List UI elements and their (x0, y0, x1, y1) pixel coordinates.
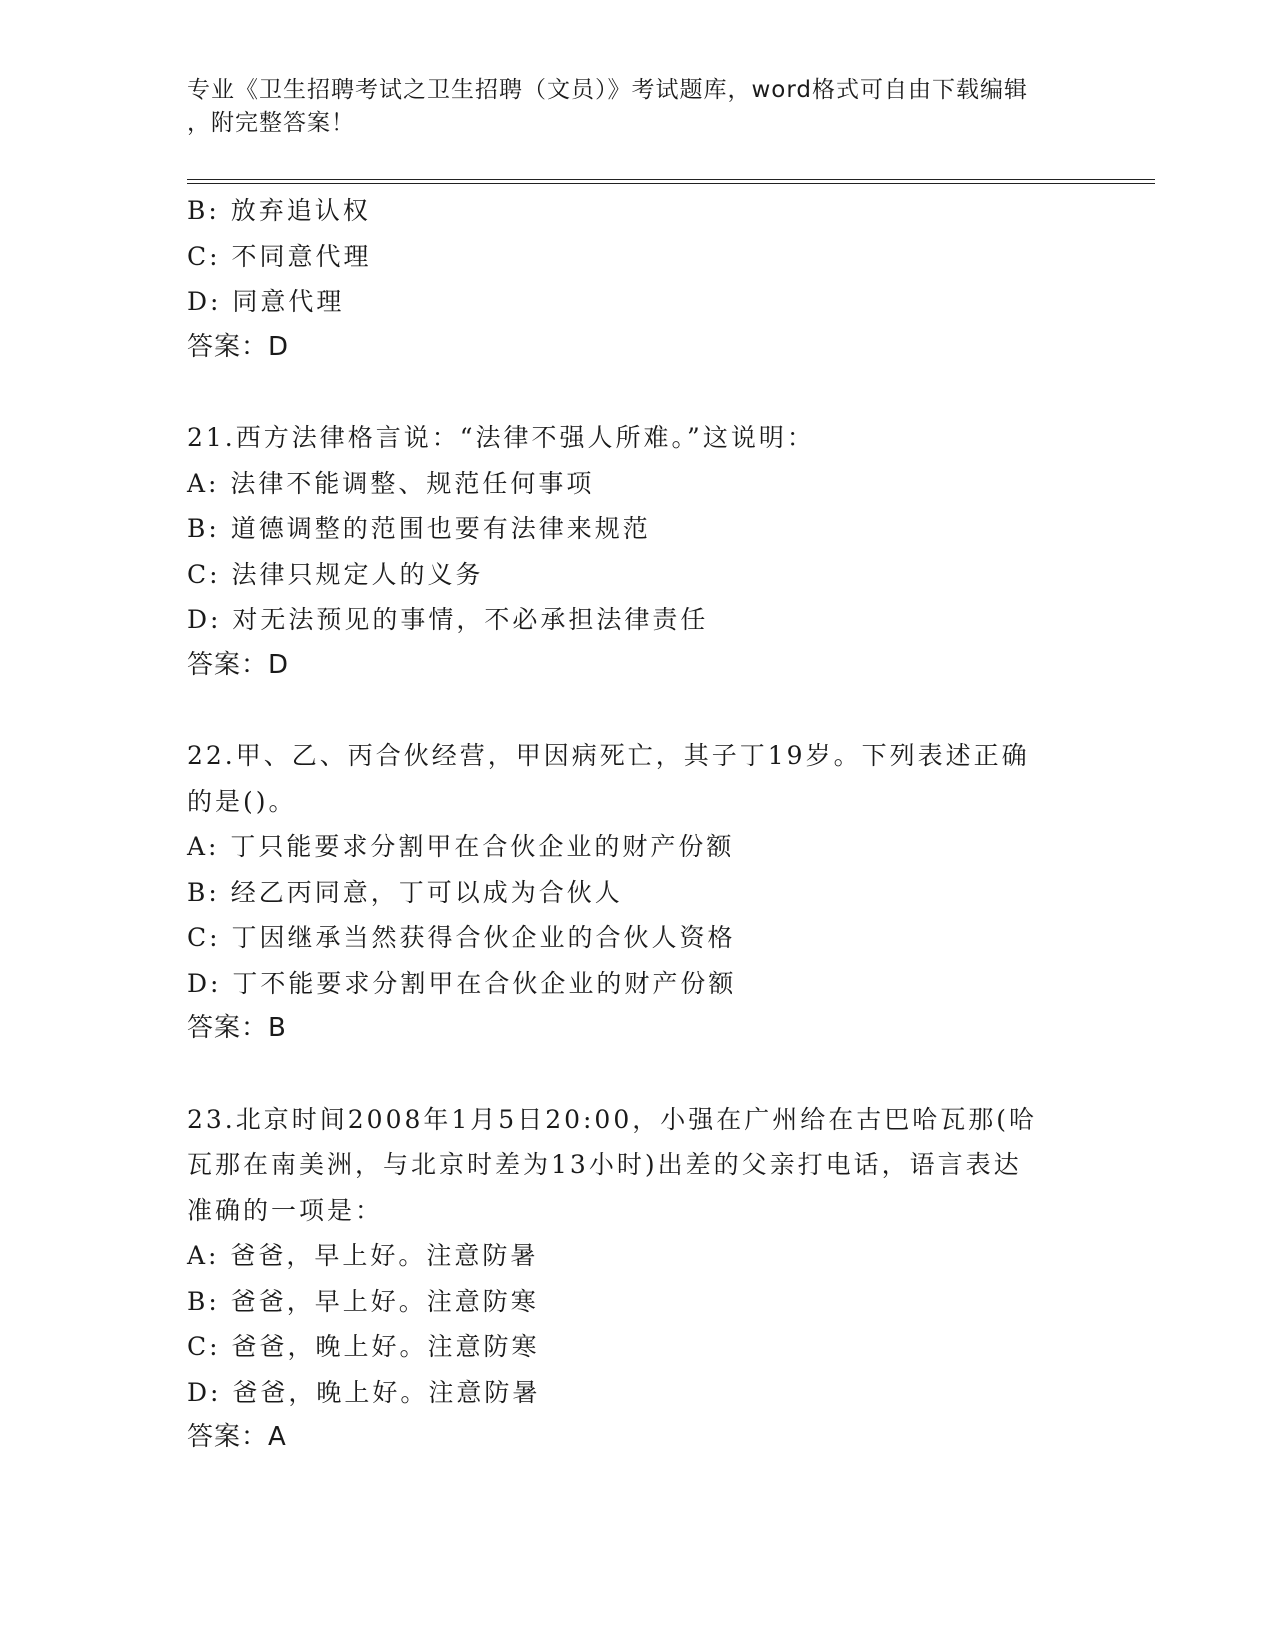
spacer (187, 1052, 1087, 1097)
option-c: C: 爸爸，晚上好。注意防寒 (187, 1332, 540, 1361)
question-block-prev (187, 188, 1087, 370)
question-list (187, 188, 1087, 1461)
question-stem-continued: 准确的一项是： (187, 1195, 384, 1225)
option-b: B: 道德调整的范围也要有法律来规范 (187, 514, 651, 543)
spacer (187, 370, 1087, 415)
document-header (187, 74, 1067, 140)
header-line-1: 专业《卫生招聘考试之卫生招聘（文员）》考试题库，word格式可自由下载编辑 (187, 77, 1029, 103)
option-b: B: 放弃追认权 (187, 196, 371, 225)
option-c: C: 丁因继承当然获得合伙企业的合伙人资格 (187, 923, 736, 952)
question-22 (187, 733, 1087, 1052)
question-23 (187, 1097, 1087, 1461)
answer-label: 答案：D (187, 331, 290, 362)
question-stem-continued: 的是()。 (187, 786, 297, 816)
header-rule-top (187, 179, 1155, 180)
header-rule-bottom (187, 183, 1155, 184)
option-d: D: 爸爸，晚上好。注意防暑 (187, 1377, 541, 1407)
option-c: C: 法律只规定人的义务 (187, 559, 484, 589)
question-stem: 22.甲、乙、丙合伙经营，甲因病死亡，其子丁19岁。下列表述正确 (187, 741, 1030, 770)
answer-label: 答案：B (187, 1013, 287, 1043)
option-b: B: 经乙丙同意，丁可以成为合伙人 (187, 877, 623, 907)
option-a: A: 爸爸，早上好。注意防暑 (187, 1241, 539, 1270)
question-stem-continued: 瓦那在南美洲，与北京时差为13小时)出差的父亲打电话，语言表达 (187, 1150, 1022, 1179)
option-a: A: 丁只能要求分割甲在合伙企业的财产份额 (187, 832, 735, 861)
option-d: D: 对无法预见的事情，不必承担法律责任 (187, 605, 709, 634)
option-a: A: 法律不能调整、规范任何事项 (187, 468, 595, 498)
answer-label: 答案：A (187, 1422, 287, 1452)
option-b: B: 爸爸，早上好。注意防寒 (187, 1286, 539, 1316)
spacer (187, 688, 1087, 733)
option-d: D: 同意代理 (187, 287, 345, 316)
question-stem: 21.西方法律格言说：“法律不强人所难。”这说明： (187, 423, 815, 452)
option-d: D: 丁不能要求分割甲在合伙企业的财产份额 (187, 968, 737, 998)
answer-label: 答案：D (187, 649, 290, 680)
option-c: C: 不同意代理 (187, 241, 372, 271)
question-21 (187, 415, 1087, 688)
question-stem: 23.北京时间2008年1月5日20:00，小强在广州给在古巴哈瓦那(哈 (187, 1104, 1037, 1134)
header-line-2: ，附完整答案！ (187, 110, 355, 136)
